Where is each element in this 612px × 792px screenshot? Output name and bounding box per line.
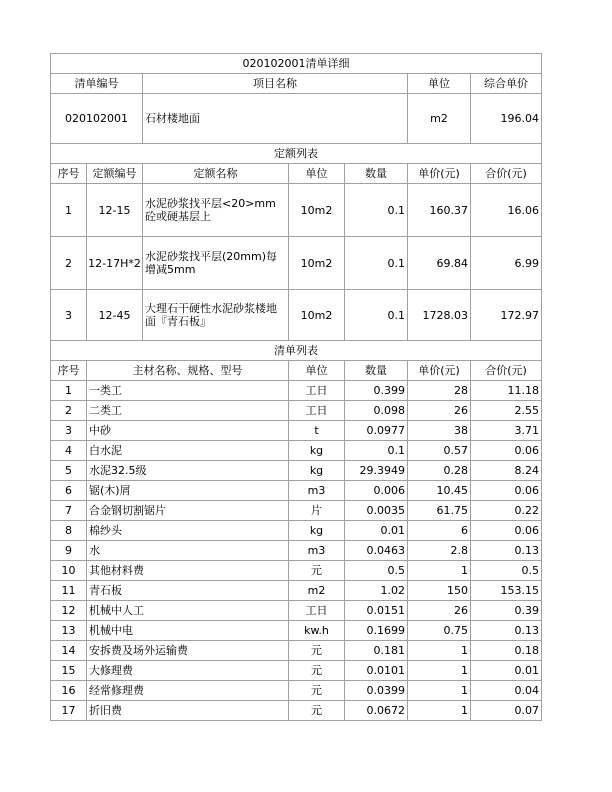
material-price: 10.45 xyxy=(408,481,471,501)
quota-qty: 0.1 xyxy=(345,290,408,341)
material-price: 1 xyxy=(408,701,471,721)
material-price: 38 xyxy=(408,421,471,441)
material-unit: kw.h xyxy=(289,621,345,641)
material-name: 一类工 xyxy=(87,381,289,401)
quota-header-total: 合价(元) xyxy=(471,164,542,184)
material-name: 白水泥 xyxy=(87,441,289,461)
quota-no: 2 xyxy=(51,237,87,290)
material-qty: 0.0101 xyxy=(345,661,408,681)
material-unit: m3 xyxy=(289,481,345,501)
material-no: 1 xyxy=(51,381,87,401)
material-total: 0.39 xyxy=(471,601,542,621)
material-qty: 1.02 xyxy=(345,581,408,601)
quota-qty: 0.1 xyxy=(345,237,408,290)
material-name: 机械中电 xyxy=(87,621,289,641)
material-name: 其他材料费 xyxy=(87,561,289,581)
material-qty: 0.0035 xyxy=(345,501,408,521)
material-qty: 0.0977 xyxy=(345,421,408,441)
material-row xyxy=(51,421,542,441)
quota-unit: 10m2 xyxy=(289,290,345,341)
material-row xyxy=(51,701,542,721)
material-total: 153.15 xyxy=(471,581,542,601)
quota-total: 16.06 xyxy=(471,184,542,237)
material-qty: 0.5 xyxy=(345,561,408,581)
quota-code: 12-17H*2 xyxy=(87,237,143,290)
material-header-row xyxy=(51,361,542,381)
material-row xyxy=(51,461,542,481)
bill-detail-table xyxy=(50,53,542,721)
material-qty: 0.01 xyxy=(345,521,408,541)
material-price: 0.57 xyxy=(408,441,471,461)
material-total: 2.55 xyxy=(471,401,542,421)
material-row xyxy=(51,521,542,541)
material-unit: 元 xyxy=(289,641,345,661)
material-price: 1 xyxy=(408,641,471,661)
material-header-price: 单价(元) xyxy=(408,361,471,381)
material-total: 0.5 xyxy=(471,561,542,581)
material-price: 0.28 xyxy=(408,461,471,481)
material-name: 青石板 xyxy=(87,581,289,601)
material-header-unit: 单位 xyxy=(289,361,345,381)
quota-header-row xyxy=(51,164,542,184)
material-price: 28 xyxy=(408,381,471,401)
material-no: 12 xyxy=(51,601,87,621)
material-name: 水 xyxy=(87,541,289,561)
bill-unit-price: 196.04 xyxy=(471,94,542,144)
material-no: 8 xyxy=(51,521,87,541)
quota-header-no: 序号 xyxy=(51,164,87,184)
material-unit: 元 xyxy=(289,661,345,681)
material-row xyxy=(51,581,542,601)
quota-code: 12-15 xyxy=(87,184,143,237)
material-row xyxy=(51,441,542,461)
bill-name-header: 项目名称 xyxy=(143,74,408,94)
quota-header-price: 单价(元) xyxy=(408,164,471,184)
material-unit: t xyxy=(289,421,345,441)
material-header-qty: 数量 xyxy=(345,361,408,381)
bill-unit: m2 xyxy=(408,94,471,144)
quota-price: 69.84 xyxy=(408,237,471,290)
material-qty: 0.1 xyxy=(345,441,408,461)
quota-row xyxy=(51,237,542,290)
material-price: 0.75 xyxy=(408,621,471,641)
bill-item-row xyxy=(51,94,542,144)
bill-code: 020102001 xyxy=(51,94,143,144)
material-no: 3 xyxy=(51,421,87,441)
material-qty: 0.0463 xyxy=(345,541,408,561)
material-total: 0.06 xyxy=(471,441,542,461)
material-total: 0.07 xyxy=(471,701,542,721)
material-row xyxy=(51,621,542,641)
material-unit: kg xyxy=(289,441,345,461)
material-qty: 0.006 xyxy=(345,481,408,501)
material-section-title-row xyxy=(51,341,542,361)
material-row xyxy=(51,401,542,421)
material-name: 经常修理费 xyxy=(87,681,289,701)
quota-total: 172.97 xyxy=(471,290,542,341)
material-no: 5 xyxy=(51,461,87,481)
material-no: 6 xyxy=(51,481,87,501)
material-qty: 0.1699 xyxy=(345,621,408,641)
material-row xyxy=(51,481,542,501)
quota-name: 水泥砂浆找平层<20>mm砼或硬基层上 xyxy=(143,184,289,237)
material-unit: 工日 xyxy=(289,401,345,421)
bill-header-row xyxy=(51,74,542,94)
material-name: 安拆费及场外运输费 xyxy=(87,641,289,661)
material-no: 16 xyxy=(51,681,87,701)
material-no: 4 xyxy=(51,441,87,461)
material-price: 26 xyxy=(408,401,471,421)
material-header-total: 合价(元) xyxy=(471,361,542,381)
material-qty: 0.0151 xyxy=(345,601,408,621)
material-total: 0.04 xyxy=(471,681,542,701)
quota-header-unit: 单位 xyxy=(289,164,345,184)
material-price: 26 xyxy=(408,601,471,621)
material-no: 2 xyxy=(51,401,87,421)
material-price: 150 xyxy=(408,581,471,601)
material-qty: 29.3949 xyxy=(345,461,408,481)
quota-unit: 10m2 xyxy=(289,184,345,237)
material-unit: 元 xyxy=(289,701,345,721)
material-unit: 工日 xyxy=(289,381,345,401)
material-total: 0.13 xyxy=(471,621,542,641)
quota-price: 160.37 xyxy=(408,184,471,237)
material-row xyxy=(51,541,542,561)
quota-section-title: 定额列表 xyxy=(51,144,542,164)
material-unit: m2 xyxy=(289,581,345,601)
bill-name: 石材楼地面 xyxy=(143,94,408,144)
material-price: 1 xyxy=(408,681,471,701)
material-header-no: 序号 xyxy=(51,361,87,381)
material-price: 6 xyxy=(408,521,471,541)
material-name: 大修理费 xyxy=(87,661,289,681)
quota-name: 水泥砂浆找平层(20mm)每增减5mm xyxy=(143,237,289,290)
quota-price: 1728.03 xyxy=(408,290,471,341)
material-row xyxy=(51,641,542,661)
material-row xyxy=(51,561,542,581)
material-total: 3.71 xyxy=(471,421,542,441)
material-qty: 0.0399 xyxy=(345,681,408,701)
quota-header-code: 定额编号 xyxy=(87,164,143,184)
material-name: 水泥32.5级 xyxy=(87,461,289,481)
material-qty: 0.0672 xyxy=(345,701,408,721)
material-row xyxy=(51,681,542,701)
material-unit: 工日 xyxy=(289,601,345,621)
material-name: 折旧费 xyxy=(87,701,289,721)
quota-row xyxy=(51,290,542,341)
material-no: 11 xyxy=(51,581,87,601)
material-unit: m3 xyxy=(289,541,345,561)
material-total: 0.06 xyxy=(471,481,542,501)
material-no: 13 xyxy=(51,621,87,641)
material-name: 中砂 xyxy=(87,421,289,441)
material-name: 机械中人工 xyxy=(87,601,289,621)
material-row xyxy=(51,661,542,681)
material-qty: 0.098 xyxy=(345,401,408,421)
material-no: 14 xyxy=(51,641,87,661)
material-qty: 0.181 xyxy=(345,641,408,661)
material-no: 15 xyxy=(51,661,87,681)
quota-name: 大理石干硬性水泥砂浆楼地面『青石板』 xyxy=(143,290,289,341)
quota-header-name: 定额名称 xyxy=(143,164,289,184)
material-unit: 元 xyxy=(289,681,345,701)
material-price: 1 xyxy=(408,661,471,681)
material-row xyxy=(51,601,542,621)
material-total: 0.13 xyxy=(471,541,542,561)
material-section-title: 清单列表 xyxy=(51,341,542,361)
material-total: 0.18 xyxy=(471,641,542,661)
bill-unit-header: 单位 xyxy=(408,74,471,94)
material-name: 锯(木)屑 xyxy=(87,481,289,501)
quota-header-qty: 数量 xyxy=(345,164,408,184)
material-no: 7 xyxy=(51,501,87,521)
material-unit: 元 xyxy=(289,561,345,581)
bill-unit-price-header: 综合单价 xyxy=(471,74,542,94)
quota-total: 6.99 xyxy=(471,237,542,290)
material-unit: 片 xyxy=(289,501,345,521)
material-name: 棉纱头 xyxy=(87,521,289,541)
quota-row xyxy=(51,184,542,237)
material-unit: kg xyxy=(289,521,345,541)
material-name: 二类工 xyxy=(87,401,289,421)
quota-no: 1 xyxy=(51,184,87,237)
material-total: 0.06 xyxy=(471,521,542,541)
quota-no: 3 xyxy=(51,290,87,341)
material-total: 11.18 xyxy=(471,381,542,401)
quota-code: 12-45 xyxy=(87,290,143,341)
quota-qty: 0.1 xyxy=(345,184,408,237)
material-qty: 0.399 xyxy=(345,381,408,401)
quota-section-title-row xyxy=(51,144,542,164)
material-row xyxy=(51,501,542,521)
material-price: 2.8 xyxy=(408,541,471,561)
material-total: 0.01 xyxy=(471,661,542,681)
table-title: 020102001清单详细 xyxy=(51,54,542,74)
material-unit: kg xyxy=(289,461,345,481)
material-total: 0.22 xyxy=(471,501,542,521)
quota-unit: 10m2 xyxy=(289,237,345,290)
material-no: 9 xyxy=(51,541,87,561)
material-price: 1 xyxy=(408,561,471,581)
material-row xyxy=(51,381,542,401)
bill-code-header: 清单编号 xyxy=(51,74,143,94)
material-name: 合金钢切割锯片 xyxy=(87,501,289,521)
material-header-name: 主材名称、规格、型号 xyxy=(87,361,289,381)
material-price: 61.75 xyxy=(408,501,471,521)
title-row xyxy=(51,54,542,74)
material-total: 8.24 xyxy=(471,461,542,481)
material-no: 10 xyxy=(51,561,87,581)
material-no: 17 xyxy=(51,701,87,721)
